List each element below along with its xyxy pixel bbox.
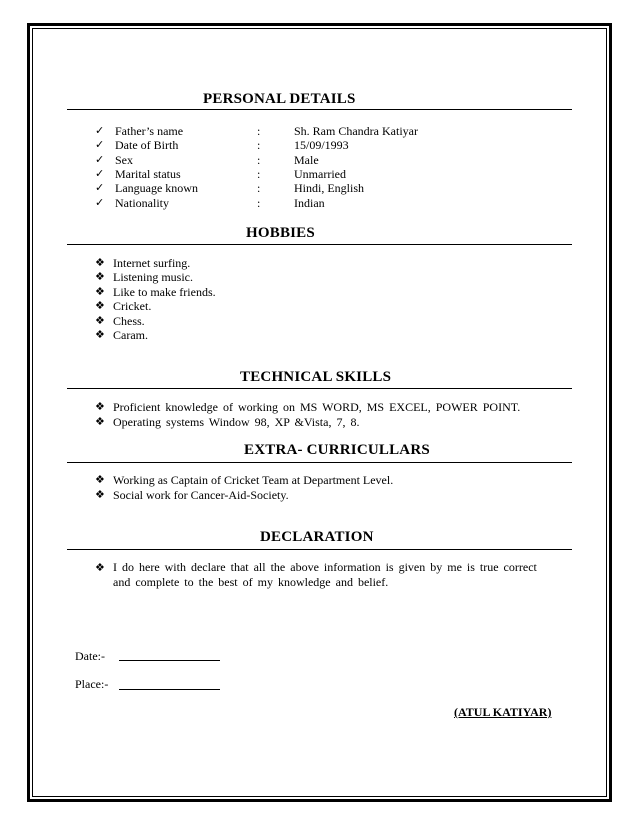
- detail-label: Marital status: [115, 167, 181, 181]
- diamond-bullet-icon: ❖: [95, 299, 105, 312]
- check-icon: ✓: [95, 138, 105, 151]
- place-label: Place:-: [75, 677, 109, 691]
- hobby-text: Chess.: [113, 314, 145, 328]
- date-line: [119, 660, 220, 661]
- declaration-heading: DECLARATION: [260, 529, 374, 545]
- detail-colon: :: [257, 196, 261, 210]
- detail-colon: :: [257, 153, 261, 167]
- detail-label: Nationality: [115, 196, 169, 210]
- activity-text: Social work for Cancer-Aid-Society.: [113, 488, 289, 502]
- check-icon: ✓: [95, 153, 105, 166]
- diamond-bullet-icon: ❖: [95, 488, 105, 501]
- check-icon: ✓: [95, 196, 105, 209]
- diamond-bullet-icon: ❖: [95, 328, 105, 341]
- diamond-bullet-icon: ❖: [95, 270, 105, 283]
- extra-curricular-heading: EXTRA- CURRICULLARS: [244, 442, 430, 458]
- detail-value: Indian: [294, 196, 325, 210]
- diamond-bullet-icon: ❖: [95, 285, 105, 298]
- technical-skills-heading: TECHNICAL SKILLS: [240, 369, 392, 385]
- personal-details-rule: [67, 109, 572, 110]
- diamond-bullet-icon: ❖: [95, 415, 105, 428]
- diamond-bullet-icon: ❖: [95, 561, 105, 574]
- skill-text: Operating systems Window 98, XP &Vista, 7, 8.: [113, 415, 360, 429]
- detail-colon: :: [257, 181, 261, 195]
- check-icon: ✓: [95, 124, 105, 137]
- extra-curricular-rule: [67, 462, 572, 463]
- hobby-text: Listening music.: [113, 270, 193, 284]
- detail-colon: :: [257, 124, 261, 138]
- hobbies-rule: [67, 244, 572, 245]
- diamond-bullet-icon: ❖: [95, 400, 105, 413]
- activity-text: Working as Captain of Cricket Team at Department Level.: [113, 473, 394, 487]
- declaration-rule: [67, 549, 572, 550]
- signature-name: (ATUL KATIYAR): [454, 705, 552, 719]
- place-line: [119, 689, 220, 690]
- detail-value: Unmarried: [294, 167, 346, 181]
- hobby-text: Caram.: [113, 328, 148, 342]
- hobby-text: Internet surfing.: [113, 256, 191, 270]
- hobby-text: Cricket.: [113, 299, 152, 313]
- diamond-bullet-icon: ❖: [95, 314, 105, 327]
- detail-value: 15/09/1993: [294, 138, 349, 152]
- declaration-text: I do here with declare that all the above information is given by me is true correct and complete to the best of my knowledge and belief.: [113, 560, 537, 589]
- detail-value: Hindi, English: [294, 181, 365, 195]
- check-icon: ✓: [95, 181, 105, 194]
- diamond-bullet-icon: ❖: [95, 473, 105, 486]
- check-icon: ✓: [95, 167, 105, 180]
- detail-colon: :: [257, 167, 261, 181]
- detail-label: Father’s name: [115, 124, 184, 138]
- detail-label: Date of Birth: [115, 138, 179, 152]
- personal-details-heading: PERSONAL DETAILS: [203, 91, 356, 107]
- detail-value: Male: [294, 153, 319, 167]
- date-label: Date:-: [75, 649, 105, 663]
- diamond-bullet-icon: ❖: [95, 256, 105, 269]
- detail-value: Sh. Ram Chandra Katiyar: [294, 124, 418, 138]
- hobbies-heading: HOBBIES: [246, 225, 315, 241]
- technical-skills-rule: [67, 388, 572, 389]
- detail-colon: :: [257, 138, 261, 152]
- skill-text: Proficient knowledge of working on MS WORD, MS EXCEL, POWER POINT.: [113, 400, 521, 414]
- detail-label: Language known: [115, 181, 198, 195]
- hobby-text: Like to make friends.: [113, 285, 216, 299]
- detail-label: Sex: [115, 153, 133, 167]
